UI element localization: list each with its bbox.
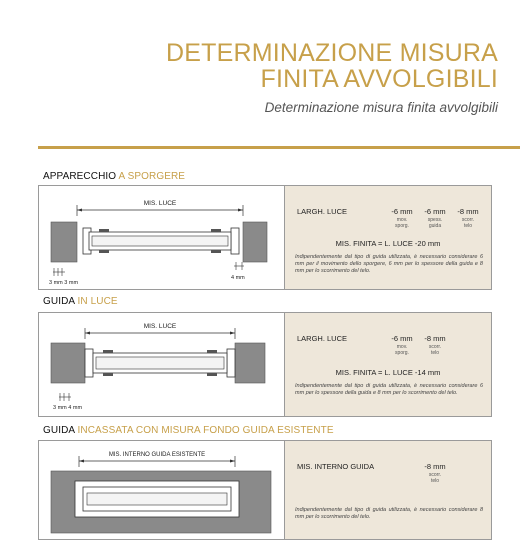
section-title-accent: A SPORGERE xyxy=(118,171,186,182)
value-mov-sporg: -6 mm xyxy=(391,207,413,216)
page-title xyxy=(166,40,498,92)
info-guida-incassata xyxy=(284,441,491,539)
diagram-svg xyxy=(39,313,284,416)
wall-right xyxy=(243,222,267,262)
span-label: MIS. LUCE xyxy=(143,200,177,207)
desc-spess-guida: spess. guida xyxy=(427,217,443,229)
section-title-guida-incassata xyxy=(43,425,334,436)
section-panel-guida-incassata xyxy=(38,440,492,540)
bracket xyxy=(207,350,217,353)
info-guida-in-luce xyxy=(284,313,491,416)
shutter-slat xyxy=(92,236,228,246)
wall-left xyxy=(51,343,85,383)
section-title-accent: IN LUCE xyxy=(77,296,118,307)
dim-right-label: 4 mm xyxy=(231,275,245,281)
bracket xyxy=(211,229,221,232)
diagram-guida-incassata xyxy=(39,441,284,539)
section-title-main: GUIDA xyxy=(43,296,75,307)
section-panel-guida-in-luce xyxy=(38,312,492,417)
shutter-slat xyxy=(96,357,224,369)
section-panel-apparecchio-a-sporgere xyxy=(38,185,492,290)
value-scorr-telo: -8 mm xyxy=(424,462,446,471)
dim-left-label: 3 mm 3 mm xyxy=(49,280,79,286)
desc-scorr-telo: scorr. telo xyxy=(428,344,442,356)
desc-scorr-telo: scorr. telo xyxy=(461,217,475,229)
desc-mov-sporg: mov. sporg. xyxy=(395,217,409,229)
section-title-main: APPARECCHIO xyxy=(43,171,117,182)
page-subtitle: Determinazione misura finita avvolgibili xyxy=(264,100,498,115)
guide-right xyxy=(227,349,235,377)
guide-left xyxy=(85,349,93,377)
value-mov-sporg: -6 mm xyxy=(391,334,413,343)
note-text: Indipendentemente dal tipo di guida utilizzata, è necessario considerare 8 mm per lo scorrimento del telo. xyxy=(295,507,483,520)
row-label: MIS. INTERNO GUIDA xyxy=(297,462,375,471)
dim-left-label: 3 mm 4 mm xyxy=(53,405,83,411)
section-title-accent: INCASSATA CON MISURA FONDO GUIDA ESISTENTE xyxy=(77,425,334,436)
formula: MIS. FINITA = L. LUCE -20 mm xyxy=(335,239,441,248)
desc-scorr-telo: scorr. telo xyxy=(428,472,442,484)
section-title-guida-in-luce xyxy=(43,296,118,307)
diagram-guida-in-luce xyxy=(39,313,284,416)
diagram-apparecchio-a-sporgere xyxy=(39,186,284,289)
title-line-2: FINITA AVVOLGIBILI xyxy=(260,65,498,93)
shutter-slat xyxy=(87,493,227,505)
bracket xyxy=(103,373,113,376)
value-scorr-telo: -8 mm xyxy=(424,334,446,343)
diagram-svg xyxy=(39,441,284,539)
guide-right xyxy=(231,228,239,254)
wall-right xyxy=(235,343,265,383)
bracket xyxy=(99,250,109,253)
note-text: Indipendentemente dal tipo di guida utilizzata, è necessario considerare 6 mm per lo spessore della guida e 8 mm per lo scorrimento del telo. xyxy=(295,383,483,396)
span-label: MIS. INTERNO GUIDA ESISTENTE xyxy=(108,452,206,458)
desc-mov-sporg: mov. sporg. xyxy=(395,344,409,356)
header-divider xyxy=(38,146,520,149)
diagram-svg xyxy=(39,186,284,289)
row-label: LARGH. LUCE xyxy=(297,207,348,216)
title-line-1: DETERMINAZIONE MISURA xyxy=(166,39,498,67)
wall-left xyxy=(51,222,77,262)
row-label: LARGH. LUCE xyxy=(297,334,348,343)
bracket xyxy=(99,229,109,232)
value-scorr-telo: -8 mm xyxy=(457,207,479,216)
bracket xyxy=(211,250,221,253)
bracket xyxy=(207,373,217,376)
span-label: MIS. LUCE xyxy=(143,323,177,330)
section-title-apparecchio-a-sporgere xyxy=(43,171,185,182)
formula: MIS. FINITA = L. LUCE -14 mm xyxy=(335,368,441,377)
value-spess-guida: -6 mm xyxy=(424,207,446,216)
note-text: Indipendentemente dal tipo di guida utilizzata, è necessario considerare 6 mm per il movimento dello sporgere, 6 mm per lo spessore della guida e 8 mm per lo scorrimento del telo. xyxy=(295,254,483,274)
section-title-main: GUIDA xyxy=(43,425,75,436)
info-apparecchio-a-sporgere xyxy=(284,186,491,289)
bracket xyxy=(103,350,113,353)
